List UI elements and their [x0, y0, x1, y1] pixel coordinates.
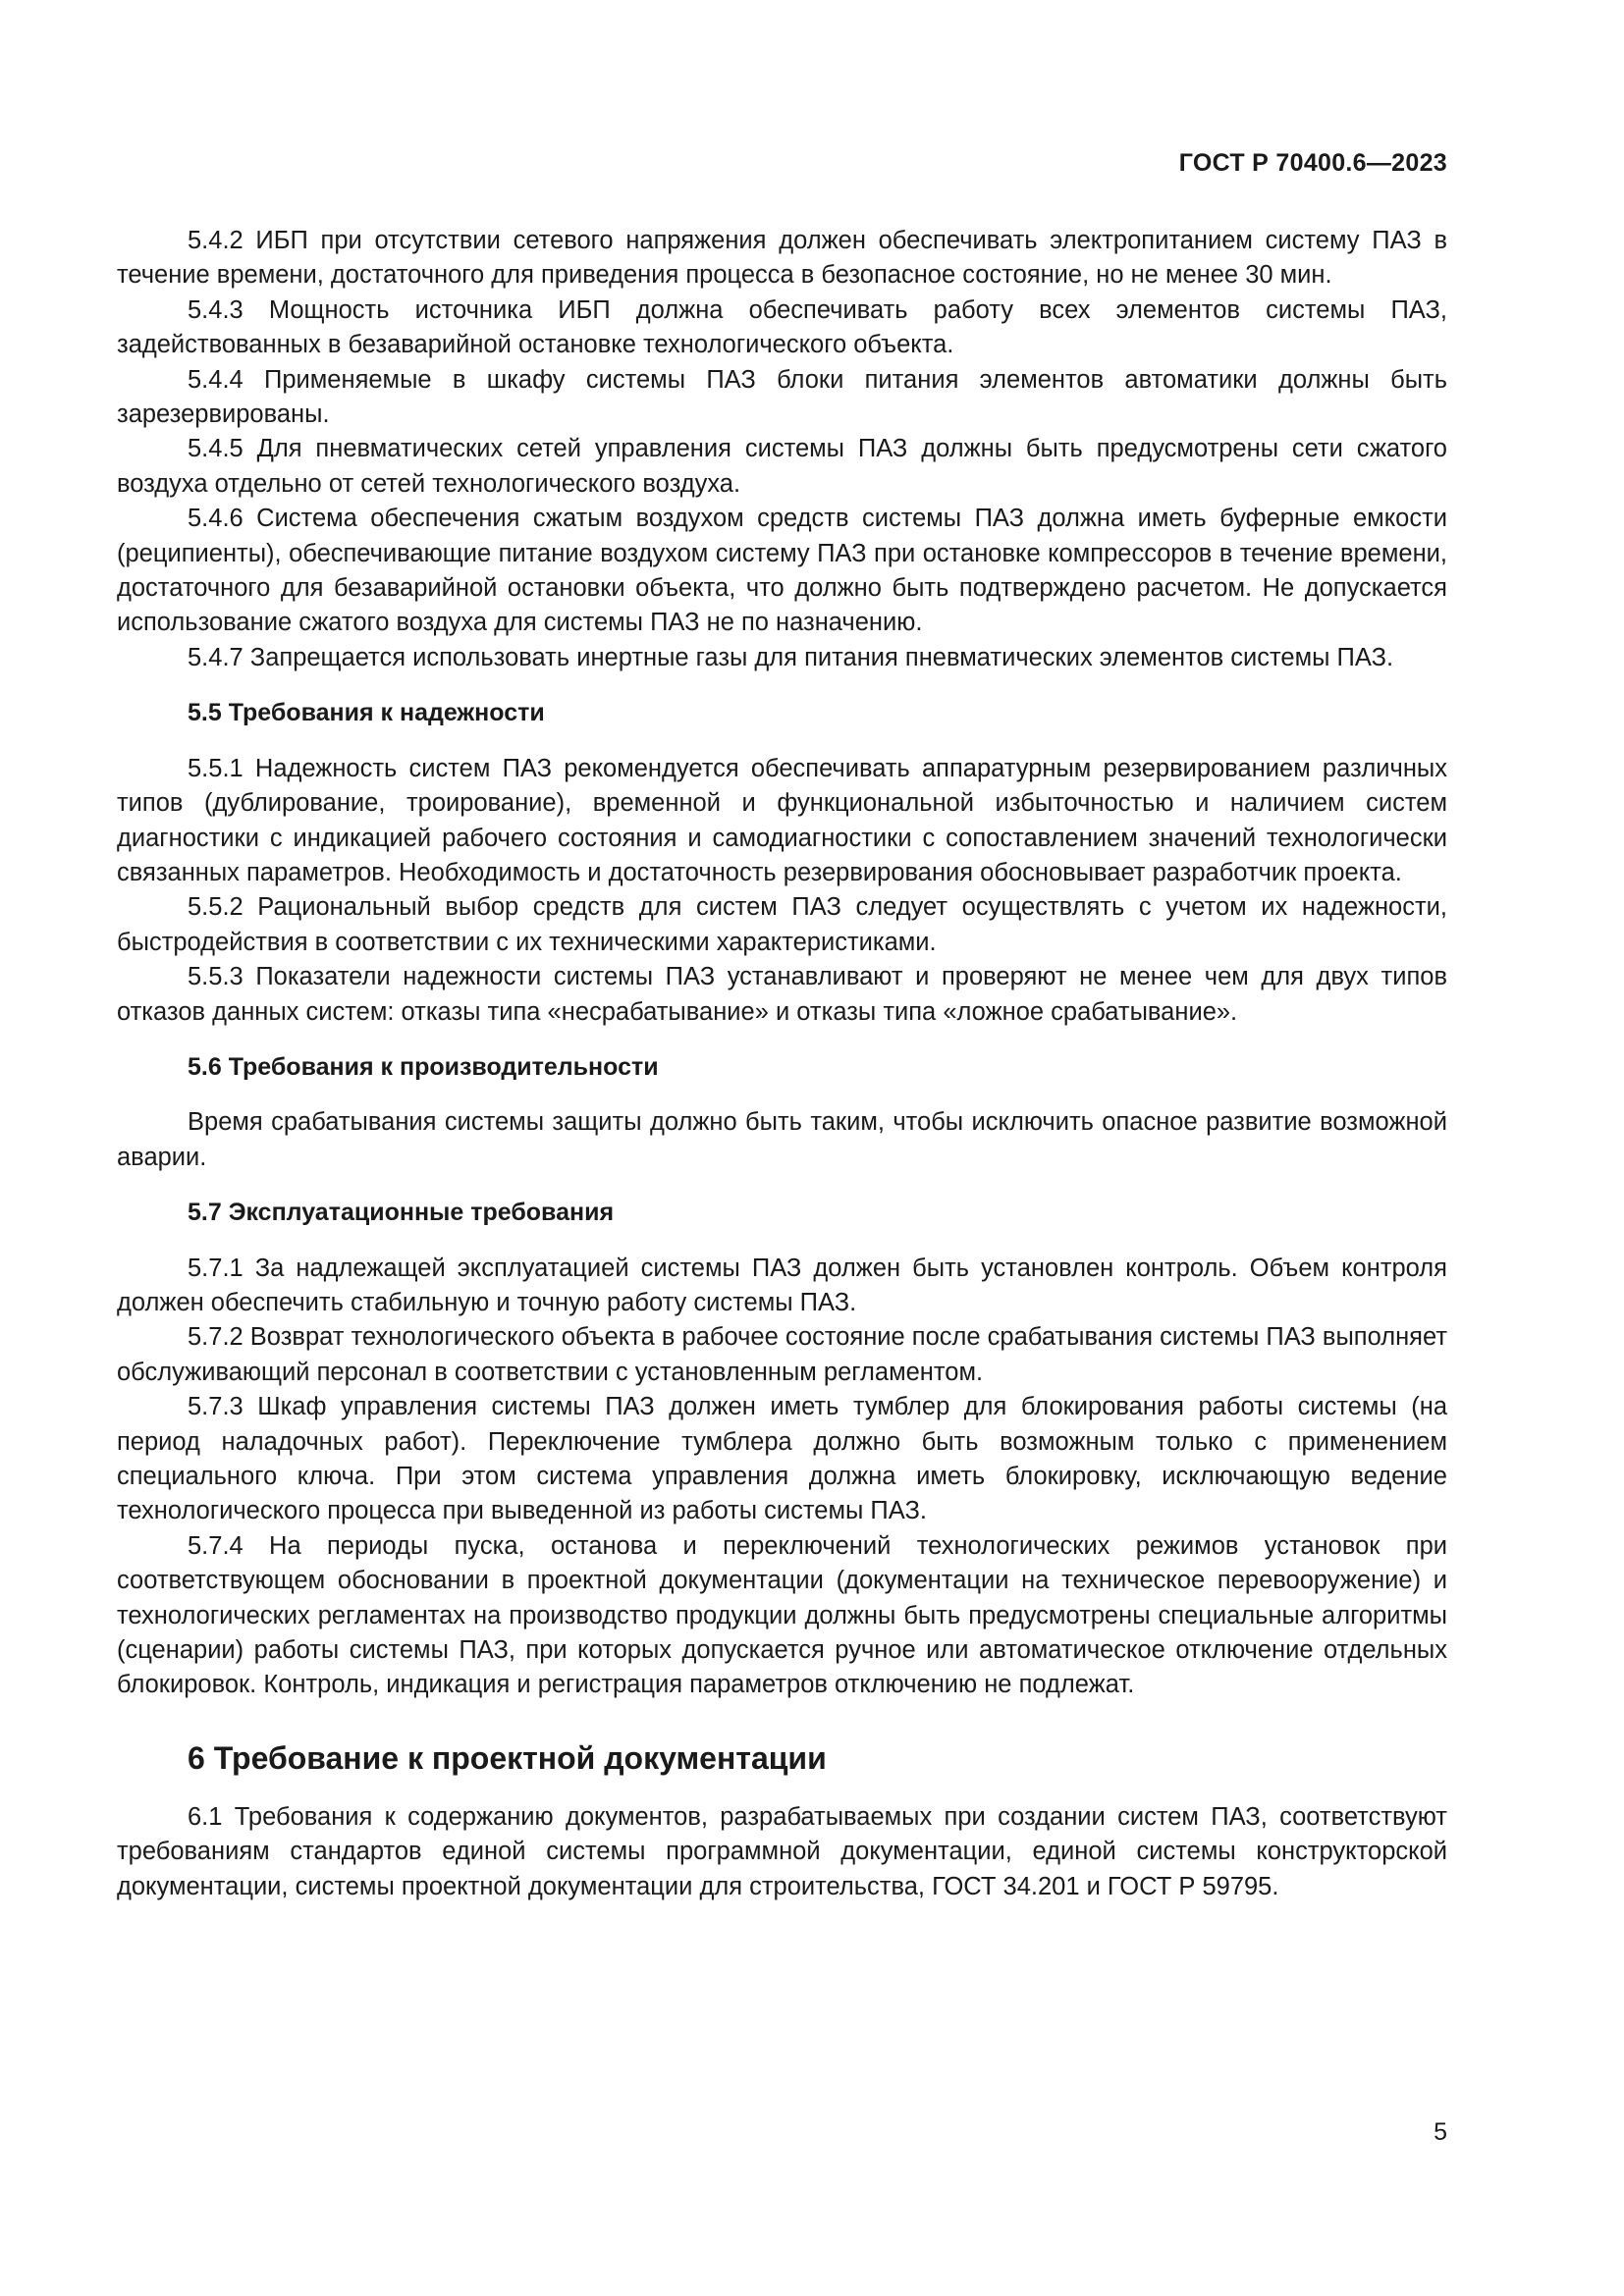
section-heading-5-6: 5.6 Требования к производительности [188, 1052, 659, 1081]
paragraph-5-4-2: 5.4.2 ИБП при отсутствии сетевого напряжения должен обеспечивать электропитанием систему ПАЗ в течение времени, достаточного для приведения процесса в безопасное состояние, но не менее 30 мин. [117, 227, 1447, 290]
paragraph-5-4-7: 5.4.7 Запрещается использовать инертные газы для питания пневматических элементов системы ПАЗ. [188, 643, 1394, 671]
paragraph-5-4-4: 5.4.4 Применяемые в шкафу системы ПАЗ блоки питания элементов автоматики должны быть зарезервированы. [117, 365, 1447, 429]
paragraph-5-6: Время срабатывания системы защиты должно быть таким, чтобы исключить опасное развитие возможной аварии. [117, 1108, 1447, 1171]
paragraph-5-4-5: 5.4.5 Для пневматических сетей управления системы ПАЗ должны быть предусмотрены сети сжатого воздуха отдельно от сетей технологического воздуха. [117, 435, 1447, 498]
paragraph-5-5-1: 5.5.1 Надежность систем ПАЗ рекомендуется обеспечивать аппаратурным резервированием различных типов (дублирование, троирование), временной и функциональной избыточностью и наличием систем диагностики с индикацией рабочего состояния и самодиагностики с сопоставлением значений технологически связанных параметров. Необходимость и достаточность резервирования обосновывает разработчик проекта. [117, 754, 1447, 886]
paragraph-5-7-1: 5.7.1 За надлежащей эксплуатацией системы ПАЗ должен быть установлен контроль. Объем контроля должен обеспечить стабильную и точную работу системы ПАЗ. [117, 1254, 1447, 1316]
section-heading-5-7: 5.7 Эксплуатационные требования [188, 1199, 615, 1227]
paragraph-6-1: 6.1 Требования к содержанию документов, разрабатываемых при создании систем ПАЗ, соответствуют требованиям стандартов единой системы программной документации, единой системы конструкторской документации, системы проектной документации для строительства, ГОСТ 34.201 и ГОСТ Р 59795. [117, 1802, 1447, 1900]
paragraph-5-4-6: 5.4.6 Система обеспечения сжатым воздухом средств системы ПАЗ должна иметь буферные емкости (реципиенты), обеспечивающие питание воздухом систему ПАЗ при остановке компрессоров в течение времени, достаточного для безаварийной остановки объекта, что должно быть подтверждено расчетом. Не допускается использование сжатого воздуха для системы ПАЗ не по назначению. [117, 505, 1447, 637]
section-heading-5-5: 5.5 Требования к надежности [188, 699, 545, 727]
standard-designation: ГОСТ Р 70400.6—2023 [1178, 149, 1447, 177]
paragraph-5-7-2: 5.7.2 Возврат технологического объекта в рабочее состояние после срабатывания системы ПАЗ выполняет обслуживающий персонал в соответствии с установленным регламентом. [117, 1323, 1447, 1386]
paragraph-5-5-3: 5.5.3 Показатели надежности системы ПАЗ устанавливают и проверяют не менее чем для двух типов отказов данных систем: отказы типа «несрабатывание» и отказы типа «ложное срабатывание». [117, 963, 1447, 1026]
chapter-heading-6: 6 Требование к проектной документации [188, 1739, 827, 1776]
document-body [117, 224, 1447, 1904]
paragraph-5-4-3: 5.4.3 Мощность источника ИБП должна обеспечивать работу всех элементов системы ПАЗ, задействованных в безаварийной остановке технологического объекта. [117, 295, 1447, 359]
page-number: 5 [1434, 2118, 1447, 2146]
paragraph-5-7-4: 5.7.4 На периоды пуска, останова и переключений технологических режимов установок при соответствующем обосновании в проектной документации (документации на техническое перевооружение) и технологических регламентах на производство продукции должны быть предусмотрены специальные алгоритмы (сценарии) работы системы ПАЗ, при которых допускается ручное или автоматическое отключение отдельных блокировок. Контроль, индикация и регистрация параметров отключению не подлежат. [117, 1531, 1447, 1699]
paragraph-5-7-3: 5.7.3 Шкаф управления системы ПАЗ должен иметь тумблер для блокирования работы системы (на период наладочных работ). Переключение тумблера должно быть возможным только с применением специального ключа. При этом система управления должна иметь блокировку, исключающую ведение технологического процесса при выведенной из работы системы ПАЗ. [117, 1393, 1447, 1525]
paragraph-5-5-2: 5.5.2 Рациональный выбор средств для систем ПАЗ следует осуществлять с учетом их надежности, быстродействия в соответствии с их техническими характеристиками. [117, 893, 1447, 956]
